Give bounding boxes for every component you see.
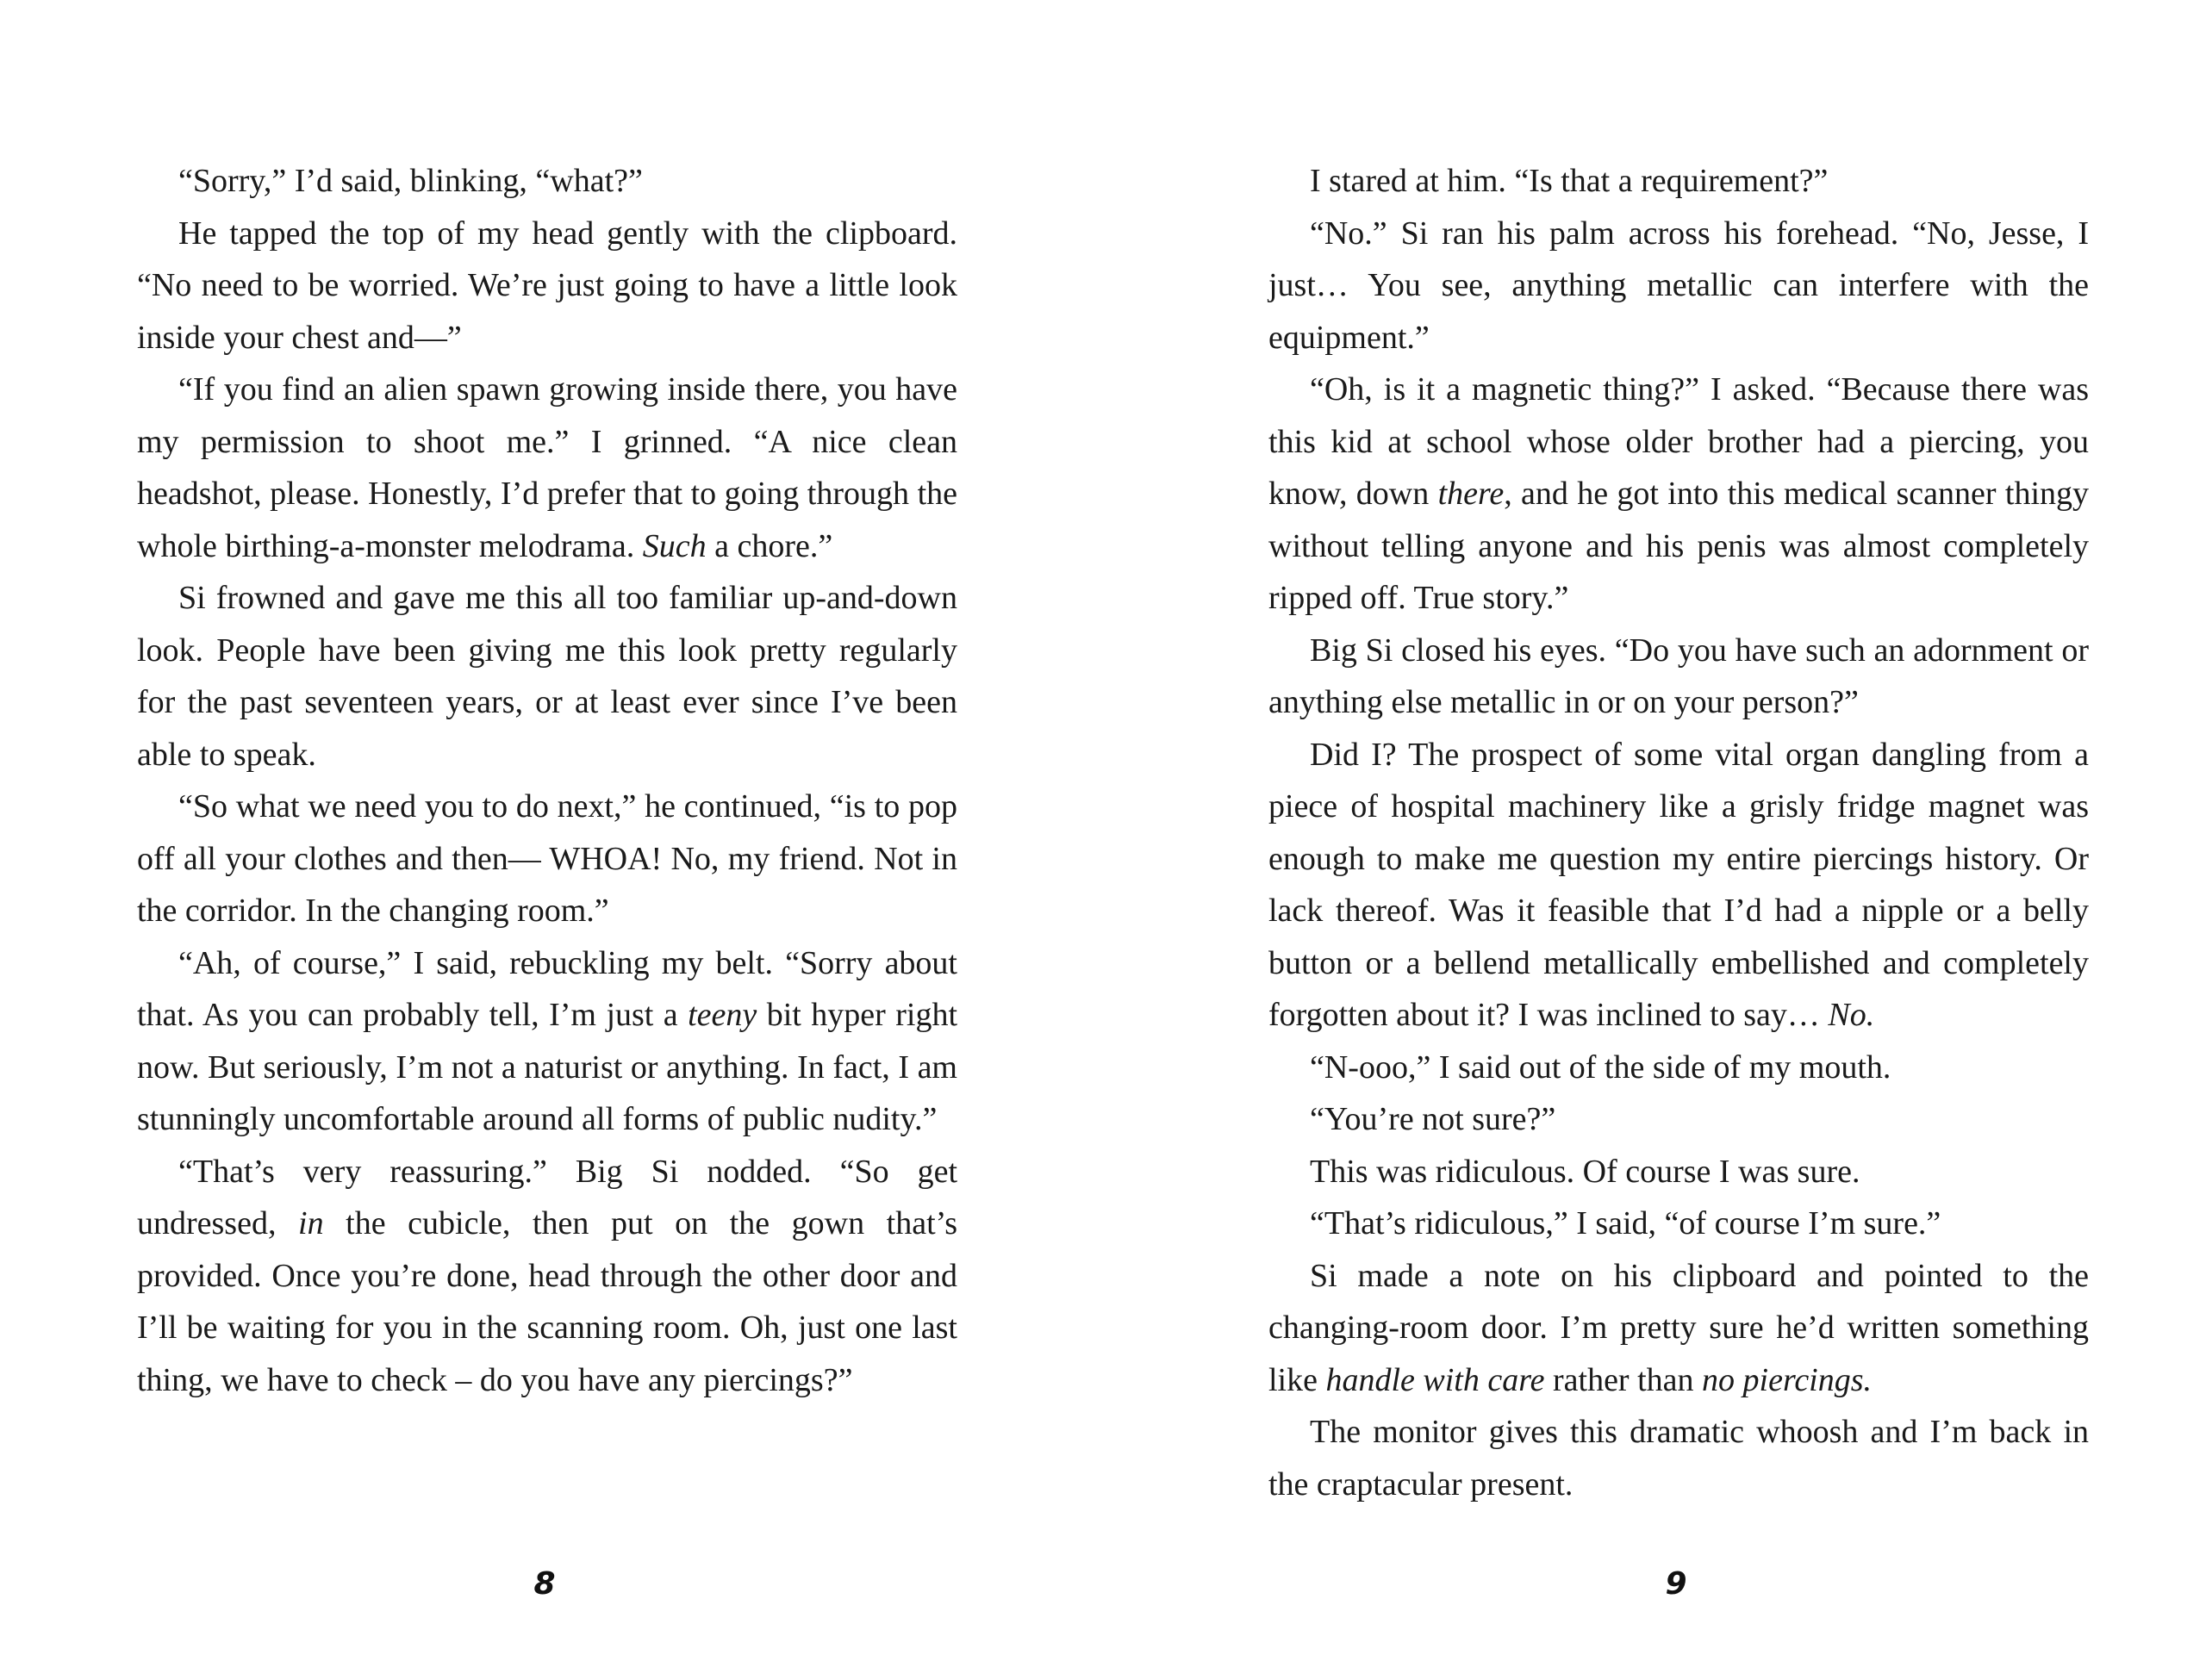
- text-run: “Oh, is it a magnetic thing?” I asked. “Because there was this kid at school whose older brother had a piercing, you know, down: [1268, 371, 2089, 512]
- paragraph: [137, 781, 957, 937]
- italic-run: there: [1437, 476, 1505, 512]
- paragraph: [1268, 208, 2089, 364]
- text-run: “So what we need you to do next,” he continued, “is to pop off all your clothes and then— WHOA! No, my friend. Not in the corridor. In the changing room.”: [137, 788, 957, 929]
- text-run: “Sorry,” I’d said, blinking, “what?”: [178, 163, 643, 199]
- text-run: This was ridiculous. Of course I was sure.: [1310, 1153, 1860, 1190]
- paragraph: [137, 208, 957, 364]
- italic-run: Such: [642, 527, 707, 564]
- page-number: 9: [1665, 1566, 1687, 1602]
- paragraph: [1268, 364, 2089, 625]
- text-run: The monitor gives this dramatic whoosh and I’m back in the craptacular present.: [1268, 1414, 2089, 1503]
- text-run: bit hyper right now. But seriously, I’m not a naturist or anything. In fact, I am stunningly uncomfortable around all forms of public nudity.”: [137, 997, 958, 1137]
- paragraph: [137, 937, 957, 1146]
- text-run: “N-ooo,” I said out of the side of my mouth.: [1310, 1048, 1891, 1086]
- text-run: “That’s very reassuring.” Big Si nodded. “So get undressed,: [137, 1153, 957, 1241]
- text-run: Did I? The prospect of some vital organ dangling from a piece of hospital machinery like a grisly fridge magnet was enough to make me question my entire piercings history. Or lack thereof. Was it feasible that I’d had a nipple or a belly button or a bellend metallically embellished and completely forgotten about it? I was inclined to say…: [1268, 736, 2089, 1033]
- italic-run: No.: [1828, 997, 1875, 1033]
- text-run: Big Si closed his eyes. “Do you have such an adornment or anything else metallic in or on your person?”: [1268, 632, 2089, 720]
- text-run: a chore.”: [706, 527, 833, 564]
- text-run: , and he got into this medical scanner thingy without telling anyone and his penis was almost completely ripped off. True story.”: [1268, 476, 2089, 616]
- paragraph: [1268, 1093, 2089, 1146]
- text-run: “No.” Si ran his palm across his forehead. “No, Jesse, I just… You see, anything metallic can interfere with the equipment.”: [1268, 215, 2089, 356]
- text-run: “Ah, of course,” I said, rebuckling my belt. “Sorry about that. As you can probably tell, I’m just a: [137, 944, 957, 1033]
- italic-run: handle with care: [1325, 1361, 1545, 1398]
- paragraph: [137, 572, 957, 781]
- paragraph: [137, 364, 957, 572]
- right-page: [1103, 0, 2206, 1680]
- text-run: “You’re not sure?”: [1310, 1101, 1556, 1137]
- paragraph: [1268, 729, 2089, 1042]
- italic-run: in: [298, 1205, 324, 1241]
- paragraph: [137, 155, 957, 208]
- text-run: “That’s ridiculous,” I said, “of course I’m sure.”: [1310, 1205, 1941, 1241]
- text-run: rather than: [1544, 1361, 1703, 1398]
- text-run: “If you find an alien spawn growing inside there, you have my permission to shoot me.” I grinned. “A nice clean headshot, please. Honestly, I’d prefer that to going through the whole birthing-a-monster melodrama.: [137, 371, 957, 564]
- italic-run: teeny: [688, 997, 757, 1033]
- text-run: the cubicle, then put on the gown that’s provided. Once you’re done, head through the other door and I’ll be waiting for you in the scanning room. Oh, just one last thing, we have to check – do you have any piercings?”: [137, 1205, 958, 1398]
- text-run: Si made a note on his clipboard and pointed to the changing-room door. I’m pretty sure he’d written something like: [1268, 1257, 2089, 1398]
- paragraph: [1268, 1406, 2089, 1510]
- paragraph: [1268, 1146, 2089, 1198]
- italic-run: no piercings.: [1702, 1361, 1873, 1398]
- text-run: Si frowned and gave me this all too familiar up-and-down look. People have been giving me this look pretty regularly for the past seventeen years, or at least ever since I’ve been able to speak.: [137, 580, 957, 773]
- left-page-text: [137, 155, 957, 1406]
- paragraph: [1268, 625, 2089, 729]
- paragraph: [1268, 1042, 2089, 1094]
- text-run: He tapped the top of my head gently with the clipboard. “No need to be worried. We’re just going to have a little look inside your chest and—”: [137, 215, 957, 356]
- text-run: I stared at him. “Is that a requirement?”: [1310, 163, 1829, 199]
- page-number: 8: [533, 1566, 556, 1602]
- right-page-text: [1268, 155, 2089, 1510]
- paragraph: [1268, 155, 2089, 208]
- paragraph: [1268, 1198, 2089, 1250]
- paragraph: [137, 1146, 957, 1407]
- paragraph: [1268, 1250, 2089, 1407]
